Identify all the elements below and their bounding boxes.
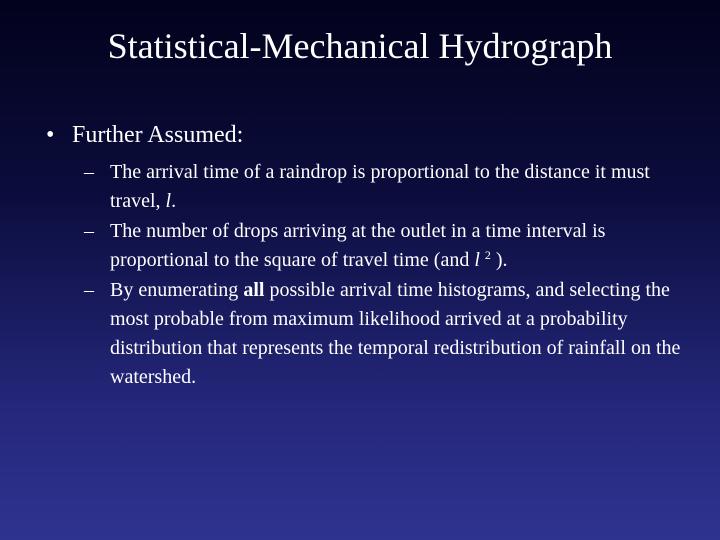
item-text-end: possible arrival time histograms, and selecting the most probable from maximum likelihood arrived at a probability distribution that represents the temporal redistribution of rainfall on the watershed. [110, 279, 681, 388]
dash-marker: – [84, 279, 94, 301]
dash-marker: – [84, 161, 94, 183]
sub-bullet-arrival-time [84, 158, 694, 216]
item-text: By enumerating [110, 279, 244, 301]
emphasis-all: all [243, 279, 265, 301]
superscript-2: 2 [484, 248, 491, 262]
bullet-further-assumed [46, 120, 243, 150]
item-text-end: ). [490, 249, 508, 271]
item-text-end: . [171, 190, 177, 212]
item-text: The arrival time of a raindrop is proportional to the distance it must travel, [110, 161, 650, 212]
sub-bullet-number-of-drops [84, 217, 694, 275]
variable-l: l [165, 190, 172, 212]
slide-title: Statistical-Mechanical Hydrograph [107, 26, 613, 66]
bullet-text: Further Assumed: [72, 122, 244, 148]
variable-l: l [474, 249, 480, 271]
dash-marker: – [84, 220, 94, 242]
item-text: The number of drops arriving at the outlet in a time interval is proportional to the square of travel time (and [110, 220, 606, 271]
sub-bullet-list [84, 158, 694, 393]
bullet-marker: • [46, 122, 55, 148]
sub-bullet-enumerating [84, 276, 694, 392]
